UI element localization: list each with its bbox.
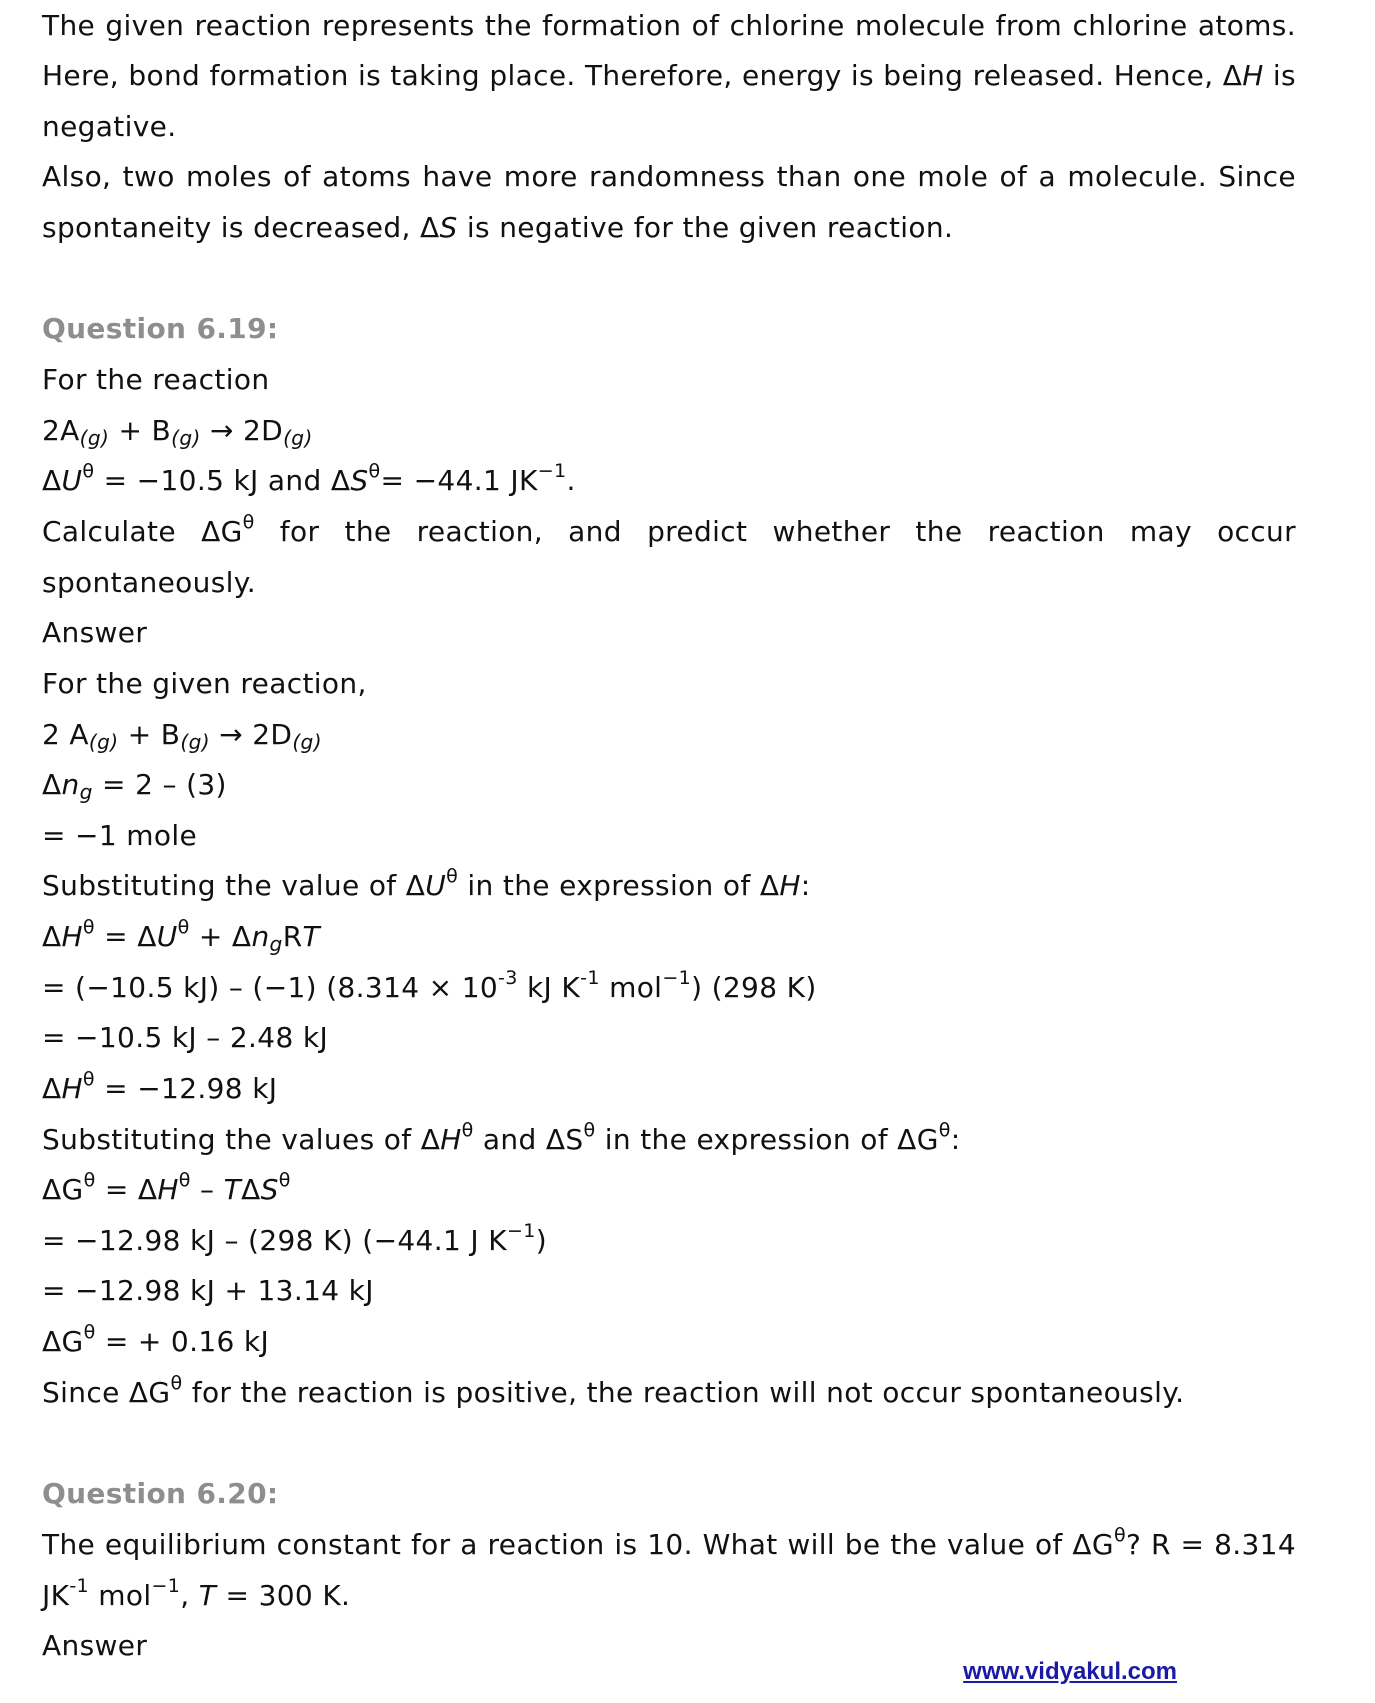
q19-dg-substitution: = −12.98 kJ – (298 K) (−44.1 J $K^{-1}$) — [42, 1219, 548, 1257]
intro-line-2: Here, bond formation is taking place. Therefore, energy is being released. Hence, ΔH is — [42, 59, 1296, 92]
q19-conclusion: Since $\Delta G^\theta$ for the reaction is positive, the reaction will not occur spontaneously. — [42, 1371, 1185, 1409]
q19-dh-step: = −10.5 kJ – 2.48 kJ — [42, 1021, 329, 1054]
intro-line-3: negative. — [42, 110, 177, 143]
q19-task-line-2: spontaneously. — [42, 566, 256, 599]
q19-answer-reaction: 2 $A_{(g)} + B_{(g)} \to 2D_{(g)}$ — [42, 718, 322, 755]
q19-delta-ng-result: = −1 mole — [42, 819, 198, 852]
q20-line-2: $JK^{-1}$ mol$^{-1}$, T = 300 K. — [42, 1574, 351, 1612]
q19-dg-formula: $\Delta G^\theta = \Delta H^\theta - T\Delta S^\theta$ — [42, 1168, 291, 1206]
q20-line-1: The equilibrium constant for a reaction is 10. What will be the value of $\Delta G^\theta$? R = 8.314 — [42, 1523, 1296, 1561]
intro-line-1: The given reaction represents the formation of chlorine molecule from chlorine atoms. — [42, 9, 1296, 42]
q20-answer-label: Answer — [42, 1629, 148, 1662]
q19-delta-ng: $\Delta n_g = 2 - (3)$ — [42, 768, 227, 805]
intro-line-4: Also, two moles of atoms have more randomness than one mole of a molecule. Since — [42, 160, 1296, 193]
q19-dg-step: = −12.98 kJ + 13.14 kJ — [42, 1274, 374, 1307]
q19-dg-result: $\Delta G^\theta$ = + 0.16 kJ — [42, 1320, 270, 1358]
q19-given-values: $\Delta U^\theta = -10.5$ kJ and $\Delta S^\theta= -44.1$ $JK^{-1}$. — [42, 459, 576, 497]
q19-reaction: $2A_{(g)} + B_{(g)} \to 2D_{(g)}$ — [42, 414, 313, 451]
q19-dh-substitution: = (−10.5 kJ) – (−1) ($8.314 \times 10^{-3}$ kJ $K^{-1}$ mol$^{-1}$) (298 K) — [42, 966, 817, 1004]
q19-task-line-1: Calculate $\Delta G^\theta$ for the reaction, and predict whether the reaction may occur — [42, 510, 1296, 548]
q19-dh-result: $\Delta H^\theta = -12.98$ kJ — [42, 1067, 278, 1105]
q19-dh-formula: $\Delta H^\theta = \Delta U^\theta + \Delta n_gRT$ — [42, 915, 320, 957]
q19-substitute-du: Substituting the value of $\Delta U^\theta$ in the expression of ΔH: — [42, 864, 811, 902]
question-6-19-heading: Question 6.19: — [42, 312, 279, 345]
question-6-20-heading: Question 6.20: — [42, 1477, 279, 1510]
intro-line-5: spontaneity is decreased, ΔS is negative for the given reaction. — [42, 211, 954, 244]
q19-line-1: For the reaction — [42, 363, 270, 396]
q19-answer-label: Answer — [42, 616, 148, 649]
q19-answer-line-1: For the given reaction, — [42, 667, 367, 700]
vidyakul-website-link[interactable]: www.vidyakul.com — [963, 1658, 1177, 1685]
q19-substitute-dh-ds: Substituting the values of $\Delta H^\theta$ and $\Delta S^\theta$ in the expression of $\Delta G^\theta$: — [42, 1118, 961, 1156]
